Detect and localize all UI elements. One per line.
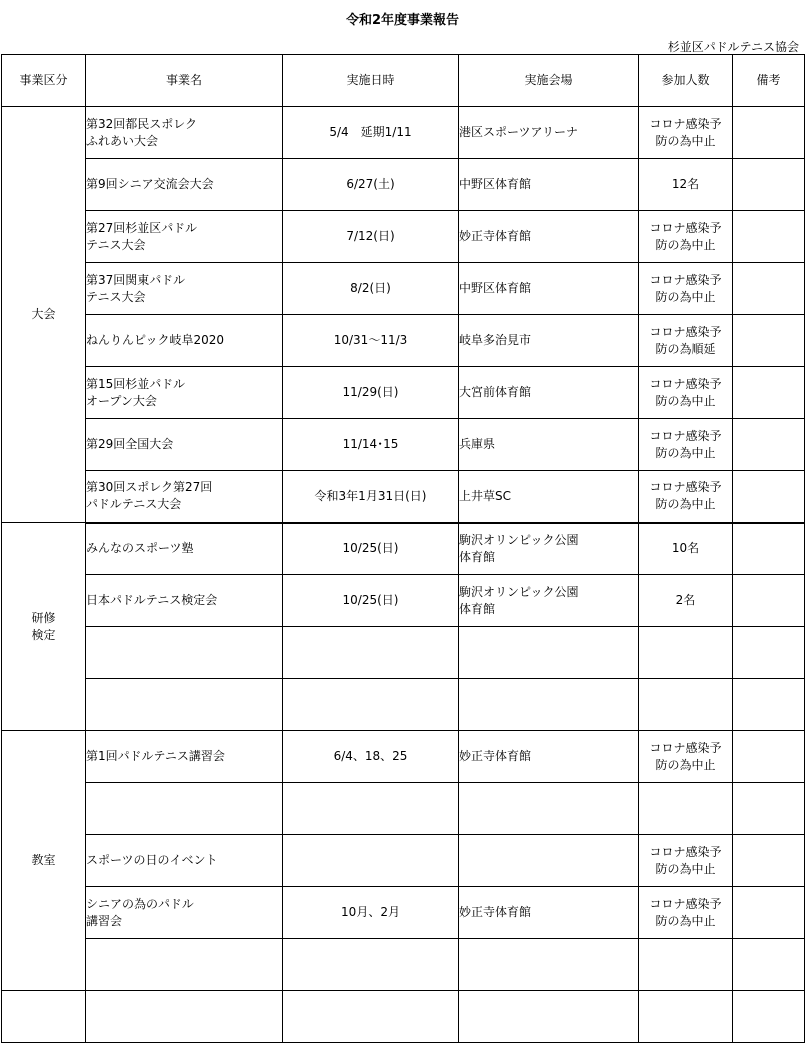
event-venue: 妙正寺体育館 (459, 887, 639, 939)
event-participants: 12名 (639, 159, 733, 211)
event-date: 10/31～11/3 (283, 315, 459, 367)
event-date: 6/27(土) (283, 159, 459, 211)
event-notes (733, 835, 805, 887)
report-title: 令和2年度事業報告 (345, 13, 460, 28)
category-label: 大会 (31, 307, 56, 321)
event-name: 第27回杉並区パドル テニス大会 (86, 211, 283, 263)
event-date: 11/14･15 (283, 419, 459, 471)
event-participants: コロナ感染予 防の為中止 (639, 367, 733, 419)
table-row (2, 211, 805, 263)
event-date: 6/4、18、25 (283, 731, 459, 783)
table-row (2, 419, 805, 471)
event-participants (639, 783, 733, 835)
event-name (86, 991, 283, 1043)
event-notes (733, 887, 805, 939)
event-venue: 駒沢オリンピック公園 体育館 (459, 575, 639, 627)
event-notes (733, 575, 805, 627)
event-date (283, 939, 459, 991)
header-venue: 実施会場 (459, 55, 639, 107)
event-date: 10/25(日) (283, 523, 459, 575)
event-venue (459, 939, 639, 991)
event-notes (733, 627, 805, 679)
event-venue: 駒沢オリンピック公園 体育館 (459, 523, 639, 575)
event-venue (459, 627, 639, 679)
event-venue (459, 835, 639, 887)
table-row (2, 159, 805, 211)
table-row (2, 835, 805, 887)
event-venue: 港区スポーツアリーナ (459, 107, 639, 159)
table-row (2, 887, 805, 939)
table-row (2, 263, 805, 315)
event-participants: 10名 (639, 523, 733, 575)
event-venue: 中野区体育館 (459, 159, 639, 211)
event-name: 日本パドルテニス検定会 (86, 575, 283, 627)
table-row (2, 991, 805, 1043)
event-notes (733, 939, 805, 991)
event-venue: 岐阜多治見市 (459, 315, 639, 367)
event-notes (733, 731, 805, 783)
event-notes (733, 159, 805, 211)
table-row (2, 939, 805, 991)
event-notes (733, 523, 805, 575)
event-venue: 妙正寺体育館 (459, 731, 639, 783)
event-participants: コロナ感染予 防の為中止 (639, 731, 733, 783)
event-name: シニアの為のパドル 講習会 (86, 887, 283, 939)
event-name: 第1回パドルテニス講習会 (86, 731, 283, 783)
event-notes (733, 315, 805, 367)
event-participants: コロナ感染予 防の為中止 (639, 107, 733, 159)
event-name: 第37回関東パドル テニス大会 (86, 263, 283, 315)
event-notes (733, 679, 805, 731)
table-row (2, 471, 805, 523)
event-date (283, 783, 459, 835)
event-name: 第29回全国大会 (86, 419, 283, 471)
event-participants: コロナ感染予 防の為順延 (639, 315, 733, 367)
event-date: 7/12(日) (283, 211, 459, 263)
event-name: 第9回シニア交流会大会 (86, 159, 283, 211)
event-name: 第15回杉並パドル オープン大会 (86, 367, 283, 419)
event-participants: コロナ感染予 防の為中止 (639, 835, 733, 887)
event-participants (639, 627, 733, 679)
header-participants: 参加人数 (639, 55, 733, 107)
event-notes (733, 419, 805, 471)
event-notes (733, 783, 805, 835)
event-notes (733, 471, 805, 523)
event-participants: コロナ感染予 防の為中止 (639, 471, 733, 523)
event-participants (639, 991, 733, 1043)
event-participants: 2名 (639, 575, 733, 627)
event-name: みんなのスポーツ塾 (86, 523, 283, 575)
event-name (86, 783, 283, 835)
event-name (86, 679, 283, 731)
event-participants: コロナ感染予 防の為中止 (639, 419, 733, 471)
event-name: スポーツの日のイベント (86, 835, 283, 887)
event-venue (459, 783, 639, 835)
event-date (283, 835, 459, 887)
table-row (2, 315, 805, 367)
category-empty (2, 991, 86, 1043)
table-row (2, 107, 805, 159)
event-venue: 中野区体育館 (459, 263, 639, 315)
table-row (2, 575, 805, 627)
category-label: 教室 (31, 853, 56, 867)
event-name: ねんりんピック岐阜2020 (86, 315, 283, 367)
report-table (1, 54, 805, 1043)
event-date (283, 991, 459, 1043)
event-date: 11/29(日) (283, 367, 459, 419)
event-date: 8/2(日) (283, 263, 459, 315)
event-notes (733, 107, 805, 159)
table-row (2, 679, 805, 731)
event-venue (459, 679, 639, 731)
event-date: 10/25(日) (283, 575, 459, 627)
header-event: 事業名 (86, 55, 283, 107)
event-participants: コロナ感染予 防の為中止 (639, 211, 733, 263)
table-row (2, 523, 805, 575)
event-notes (733, 367, 805, 419)
event-name: 第32回都民スポレク ふれあい大会 (86, 107, 283, 159)
event-participants (639, 679, 733, 731)
event-notes (733, 211, 805, 263)
category-taikai (2, 107, 86, 523)
category-kenshu (2, 523, 86, 731)
event-participants: コロナ感染予 防の為中止 (639, 887, 733, 939)
event-venue: 兵庫県 (459, 419, 639, 471)
table-row (2, 731, 805, 783)
event-participants (639, 939, 733, 991)
event-name: 第30回スポレク第27回 パドルテニス大会 (86, 471, 283, 523)
event-name (86, 939, 283, 991)
event-participants: コロナ感染予 防の為中止 (639, 263, 733, 315)
header-row (2, 55, 805, 107)
organization-name: 杉並区パドルテニス協会 (667, 40, 799, 54)
table-row (2, 783, 805, 835)
event-name (86, 627, 283, 679)
event-notes (733, 991, 805, 1043)
table-row (2, 627, 805, 679)
event-date (283, 679, 459, 731)
event-venue (459, 991, 639, 1043)
category-label: 研修 検定 (31, 610, 56, 642)
table-row (2, 367, 805, 419)
event-venue: 妙正寺体育館 (459, 211, 639, 263)
event-notes (733, 263, 805, 315)
header-notes: 備考 (733, 55, 805, 107)
event-date: 10月、2月 (283, 887, 459, 939)
event-venue: 大宮前体育館 (459, 367, 639, 419)
header-date: 実施日時 (283, 55, 459, 107)
event-date: 5/4 延期1/11 (283, 107, 459, 159)
category-kyoshitsu (2, 731, 86, 991)
header-category: 事業区分 (2, 55, 86, 107)
event-venue: 上井草SC (459, 471, 639, 523)
event-date (283, 627, 459, 679)
event-date: 令和3年1月31日(日) (283, 471, 459, 523)
